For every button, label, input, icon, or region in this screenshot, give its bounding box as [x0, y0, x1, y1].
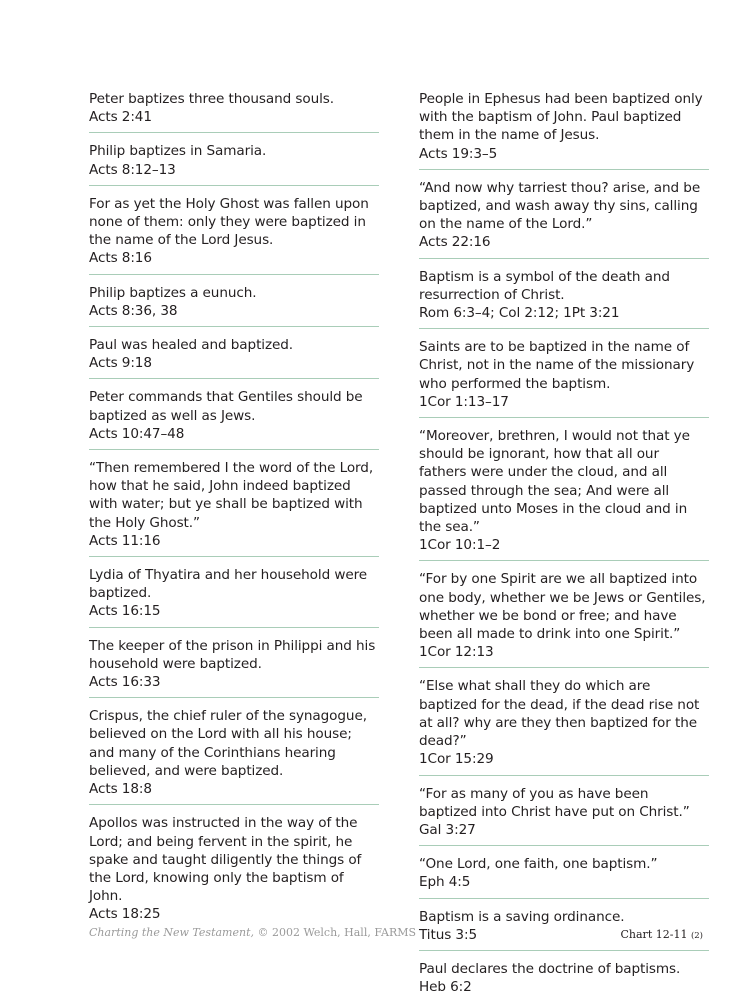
- entry-reference: Acts 11:16: [89, 532, 161, 549]
- entry-text: Saints are to be baptized in the name of Christ, not in the name of the missionary who performed the baptism.: [419, 339, 695, 392]
- entry-text: For as yet the Holy Ghost was fallen upon none of them: only they were baptized in the name of the Lord Jesus.: [89, 195, 369, 249]
- entry-text: Crispus, the chief ruler of the synagogue, believed on the Lord with all his house; and many of the Corinthians hearing believed, and were baptized.: [89, 708, 367, 779]
- entry-reference: Eph 4:5: [419, 874, 471, 891]
- scripture-entry: [89, 281, 379, 327]
- scripture-entry: [89, 385, 379, 450]
- entry-reference: Titus 3:5: [419, 926, 477, 943]
- scripture-entry: [89, 139, 379, 185]
- scripture-entry: [89, 192, 379, 275]
- scripture-entry: [419, 957, 709, 1002]
- left-column: [89, 87, 379, 936]
- scripture-entry: [89, 87, 379, 133]
- entry-text: Lydia of Thyatira and her household were baptized.: [89, 567, 368, 602]
- scripture-entry: [419, 335, 709, 418]
- right-column: [419, 87, 709, 1008]
- entry-text: Paul was healed and baptized.: [89, 337, 294, 354]
- entry-reference: 1Cor 15:29: [419, 751, 494, 768]
- entry-text: The keeper of the prison in Philippi and his household were baptized.: [89, 637, 376, 672]
- entry-reference: Acts 18:25: [89, 906, 161, 923]
- entry-text: Baptism is a saving ordinance.: [419, 908, 625, 925]
- footer-book-title: Charting the New Testament,: [89, 926, 254, 939]
- scripture-entry: [419, 424, 709, 561]
- entry-text: Paul declares the doctrine of baptisms.: [419, 960, 681, 977]
- scripture-entry: [89, 333, 379, 379]
- scripture-entry: [419, 176, 709, 259]
- scripture-entry: [89, 704, 379, 805]
- entry-reference: Gal 3:27: [419, 821, 476, 838]
- entry-text: “Moreover, brethren, I would not that ye should be ignorant, how that all our fathers were under the cloud, and all passed through the sea; And were all baptized unto Moses in the cloud and in the sea.”: [419, 428, 690, 536]
- entry-reference: Rom 6:3–4; Col 2:12; 1Pt 3:21: [419, 305, 620, 322]
- entry-reference: Acts 2:41: [89, 109, 152, 126]
- entry-text: Philip baptizes in Samaria.: [89, 143, 267, 160]
- entry-reference: Acts 10:47–48: [89, 425, 185, 442]
- entry-text: “For as many of you as have been baptized into Christ have put on Christ.”: [419, 785, 690, 820]
- entry-text: Peter commands that Gentiles should be baptized as well as Jews.: [89, 389, 363, 424]
- entry-text: Apollos was instructed in the way of the Lord; and being fervent in the spirit, he spake and taught diligently the things of the Lord, knowing only the baptism of John.: [89, 815, 362, 905]
- footer-citation: [89, 926, 416, 939]
- entry-text: “Then remembered I the word of the Lord, how that he said, John indeed baptized with water; but ye shall be baptized with the Holy Ghost.”: [89, 460, 374, 531]
- entry-text: Peter baptizes three thousand souls.: [89, 91, 335, 107]
- footer-copyright: © 2002 Welch, Hall, FARMS: [254, 926, 417, 939]
- scripture-entry: [419, 852, 709, 898]
- entry-reference: Acts 9:18: [89, 355, 152, 372]
- entry-text: “One Lord, one faith, one baptism.”: [419, 856, 658, 873]
- entry-reference: 1Cor 1:13–17: [419, 393, 509, 410]
- entry-reference: 1Cor 12:13: [419, 644, 494, 661]
- entry-reference: Acts 16:15: [89, 603, 161, 620]
- scripture-entry: [89, 456, 379, 557]
- footer-chart-number: [621, 928, 704, 941]
- scripture-entry: [419, 265, 709, 330]
- scripture-entry: [419, 567, 709, 668]
- entry-reference: Acts 8:16: [89, 250, 152, 267]
- chart-part: (2): [690, 931, 703, 941]
- scripture-entry: [419, 87, 709, 170]
- entry-text: “Else what shall they do which are baptized for the dead, if the dead rise not at all? why are they then baptized for the dead?”: [419, 678, 700, 750]
- entry-reference: Acts 18:8: [89, 781, 152, 798]
- entry-text: “For by one Spirit are we all baptized into one body, whether we be Jews or Gentiles, whether we be bond or free; and have been all made to drink into one Spirit.”: [419, 571, 706, 643]
- chart-label: Chart 12-11: [620, 928, 691, 941]
- entry-text: Baptism is a symbol of the death and resurrection of Christ.: [419, 268, 670, 303]
- scripture-entry: [89, 634, 379, 699]
- entry-text: People in Ephesus had been baptized only with the baptism of John. Paul baptized them in the name of Jesus.: [419, 91, 703, 144]
- entry-reference: Acts 16:33: [89, 674, 161, 691]
- entry-text: “And now why tarriest thou? arise, and be baptized, and wash away thy sins, calling on the name of the Lord.”: [419, 179, 701, 233]
- scripture-entry: [419, 782, 709, 847]
- entry-reference: 1Cor 10:1–2: [419, 537, 501, 554]
- entry-text: Philip baptizes a eunuch.: [89, 284, 257, 301]
- scripture-entry: [419, 674, 709, 775]
- entry-reference: Acts 22:16: [419, 234, 491, 251]
- scripture-entry: [89, 563, 379, 628]
- entry-reference: Acts 8:36, 38: [89, 302, 178, 319]
- entry-reference: Heb 6:2: [419, 979, 472, 996]
- entry-reference: Acts 19:3–5: [419, 145, 498, 162]
- scripture-entry: [89, 811, 379, 929]
- entry-reference: Acts 8:12–13: [89, 161, 176, 178]
